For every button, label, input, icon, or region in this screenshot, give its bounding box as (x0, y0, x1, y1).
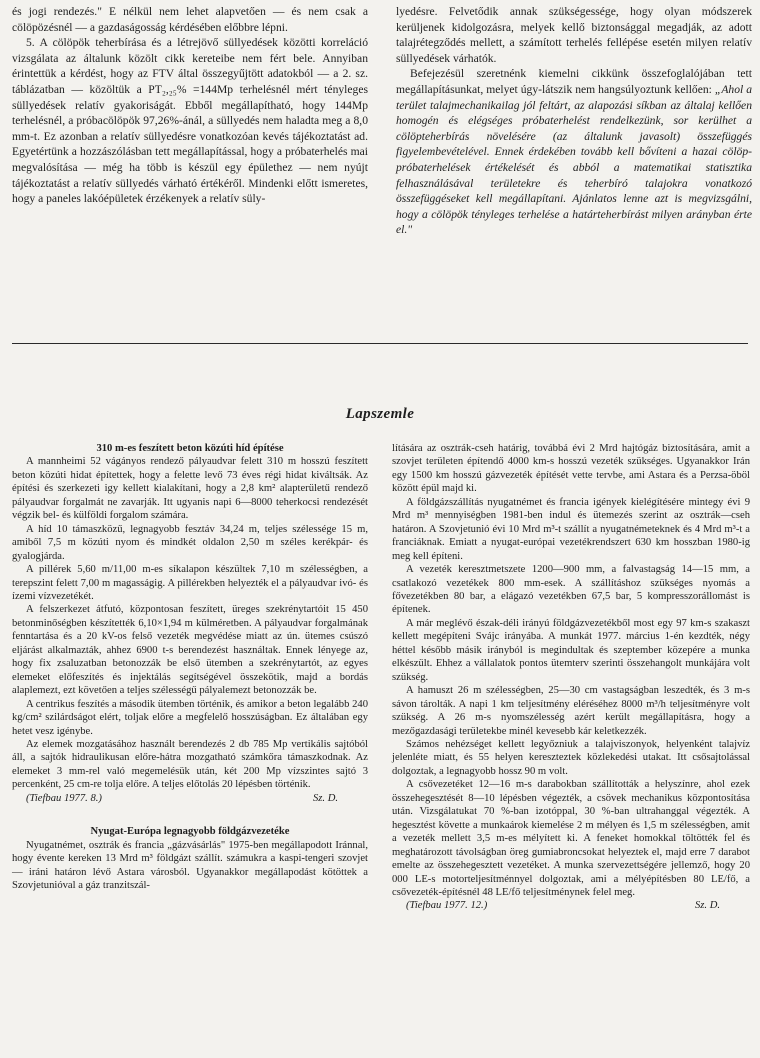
paragraph-point-5: 5. A cölöpök teherbírása és a létrejövő süllyedések közötti korreláció vizsgálata az általunk közölt cikk kereteibe nem fért bele. Annyiban érintettük a kérdést, hogy az FTV által összegyűjtött adatokból — a 2. sz. táblázatban — közöltük a PT₂,₂₅% =144Mp terhelésnél mért tényleges süllyedések relatív gyakoriságát. Ebből megállapítható, hogy 144Mp terhelésnél, a próbacölöpök 97,26%-ánál, a süllyedés nem haladta meg a 8,0 mm-t. Ez azonban a relatív süllyedésre vonatkozóan kevés tájékoztatást ad. Egyetértünk a hozzászólásban tett megállapítással, hogy a próbaterhelés mai megvalósítása — még ha több is készül egy épülethez — nem nyújt tájékoztatást a relatív süllyedés várható értékéről. Mindenki előtt ismeretes, hogy a paneles lakóépületek érzékenyek a relatív süly- (12, 36, 368, 206)
article-paragraph: Számos nehézséget kellett legyőzniuk a talajviszonyok, helyenként talajvíz jelenléte miatt, és 55 helyen kereszteztek közlekedési utakat. Itt csősajtolással dolgoztak, a legnagyobb hossz 90 m volt. (392, 738, 750, 777)
top-left-column (12, 4, 368, 207)
article-paragraph: lítására az osztrák-cseh határig, továbbá évi 2 Mrd hajtógáz biztosítására, amit a szovjet területen építendő 4000 km-s hosszú vezeték szükséges. Ugyanakkor Irán egy 1500 km hosszú gázvezeték építését vette tervbe, ami Astara és a Perzsa-öböl között épül majd ki. (392, 443, 750, 495)
source-citation: (Tiefbau 1977. 12.) (406, 900, 488, 912)
closing-lead: Befejezésül szeretnénk kiemelni cikkünk összefoglalójában tett megállapításunkat, melyet úgy-látszik nem hangsúlyoztunk kellően: (396, 67, 752, 96)
top-divider (12, 343, 748, 344)
article-source-line (12, 792, 368, 805)
closing-quote: „Ahol a terület talajmechanikailag jól feltárt, az alapozási síkban az általaj kellően homogén és elégséges próbaterhelést rendelkezünk, sor kerülhet a cölöpteherbírás növelésére (az általunk javasolt) összefüggés figyelembevételével. Ennek érdekében tovább kell bővíteni a hazai cölöp-próbaterhelések értékelését és abból a matematikai statisztika felhasználásával területekre és teherbíró talajokra vonatkozó összefüggéseket kell megállapítani. Ajánlatos lenne azt is megvizsgálni, hogy a cölöpök tényleges terhelése a határteherbírást milyen arányban érte el." (396, 82, 753, 237)
article-paragraph: Az elemek mozgatásához használt berendezés 2 db 785 Mp vertikális sajtóból áll, a sajtók hidraulikusan előre-hátra mozgatható számkőra támaszkodnak. Az elemeket 3 mm-rel való megemelésük után, két 200 Mp vízszintes sajtó 3 percenként, 25 cm-re tolja előre. A teljes előtolás 20 lépésben történik. (12, 738, 368, 791)
article-title-bridge: 310 m-es feszített beton közúti híd építése (96, 443, 284, 454)
article-paragraph: A mannheimi 52 vágányos rendező pályaudvar felett 310 m hosszú feszített beton közúti hidat építettek, hogy a felette levő 73 éves régi hidat kiváltsák. Az építési és szerkezeti igy kellett kialakítani, hogy a 2,8 km² alapterületű rendező pályaudvar forgalmát ne zavarják. Itt ugyanis napi 6—8000 teherkocsi rendezését végzik bel- és külföldi forgalom számára. (12, 456, 368, 522)
article-paragraph: A híd 10 támaszközű, legnagyobb fesztáv 34,24 m, teljes szélessége 15 m, amiből 7,5 m közúti nyom és mindkét oldalon 2,50 m széles kerékpár- és gyalogjárda. (12, 523, 368, 562)
review-right-column (392, 442, 750, 913)
article-title-gas: Nyugat-Európa legnagyobb földgázvezetéke (90, 826, 290, 838)
article-spacer (12, 805, 368, 825)
review-left-column (12, 442, 368, 893)
article-paragraph: A centrikus feszítés a második ütemben történik, és amikor a beton legalább 240 kg/cm² szilárdságot elért, toljak előre a megfelelő hosszúságban. Ez általában egy hetet vesz igénybe. (12, 698, 368, 737)
article-paragraph: A csővezetéket 12—16 m-s darabokban szállították a helyszínre, ahol ezek összehegesztését 8—10 lépésben végezték, a csövek mechanikus központosítása után. Vizsgálatukat 70 %-ban izotóppal, 30 %-ban ultrahanggal végezték. A hegesztést követte a munkaárok kiemelése 2 m mélyen és 1,5 m szélességben, amit a vezeték mellett 3,5 m-es mélyített ki. A feneket homokkal töltötték fel és meghatározott távolságban öreg gumiabroncsokat helyeztek el, majd erre 7 darabot emelte az összehegesztett vezetéket. A munka szervezettségére jellemző, hogy 20 000 LE-s motorteljesítménnyel dolgoztak, ami a mélyépítésben 80 LE/fő, a csővezeték-építésnél 48 LE/fő teljesítménynek felel meg. (392, 779, 750, 898)
source-citation: (Tiefbau 1977. 8.) (26, 792, 102, 804)
article-source-line (392, 899, 750, 912)
section-title: Lapszemle (345, 406, 415, 422)
author-initials: Sz. D. (694, 900, 720, 912)
article-paragraph: A földgázszállítás nyugatnémet és francia igények kielégítésére mintegy évi 9 Mrd m³ mennyiségben 1981-ben indul és ütemezés szerint az osztrák—cseh határon. A Szovjetunió évi 10 Mrd m³-t szállít a nyugatnémeteknek és 4 Mrd m³-t a franciáknak. Emiatt a nyugat-európai vezetékrendszert 630 km hosszban 1980-ig meg kell építeni. (392, 496, 750, 562)
paragraph-closing (396, 66, 752, 238)
article-paragraph: Nyugatnémet, osztrák és francia „gázvásárlás" 1975-ben megállapodott Iránnal, hogy évente kereken 13 Mrd m³ földgázt szállít. számukra a kaspi-tengeri szovjet — iráni határon lévő Astara városból. Ugyanakkor megállapodást kötöttek a Szovjetunióval a gáz tranzitszál- (12, 839, 368, 892)
paragraph-continuation: lyedésre. Felvetődik annak szükségessége, hogy olyan módszerek kerüljenek kidolgozásra, melyek kellő biztonsággal megadják, az adott talajrétegződés mellett, a számított terhelés fellépése esetén milyen relatív süllyedések várhatók. (396, 5, 752, 65)
article-paragraph: A hamuszt 26 m szélességben, 25—30 cm vastagságban leszedték, és 3 m-s sávon tárolták. A napi 1 km teljesítmény eléréséhez 8000 m³/h teljesítményre volt szükség. A 26 m-s nyomszélesség azért került megállapításra, hogy a mezőgazdasági területekbe minél kevesebb kár keletkezzék. (392, 685, 750, 737)
article-paragraph: A felszerkezet átfutó, központosan feszített, üreges szekrénytartóit 15 450 betonminőségben készítették 6,10×1,94 m külméretben. A pályaudvar forgalmának fenntartása és a 20 kV-os felső vezeték megvédése miatt az ún. ütemes csúszó eljárást alkalmazták, ahhez 6900 t-s berendezést használtak. Ennek lényege az, hogy fix zsaluzatban betonozzák be első ütemben a szekrénytartót, az egyes elemeket előfeszítés és injektálás segítségével összekötik, majd a bordás alaplemezt, ezt követően a teljes szélességű pályalemezt betonozzák be. (12, 604, 368, 697)
paragraph-intro-quote: és jogi rendezés." E nélkül nem lehet alapvetően — és nem csak a cölöpözésnél — a gazdaságosság kérdésében előbbre lépni. (12, 5, 368, 34)
author-initials: Sz. D. (312, 792, 338, 804)
top-right-column (396, 4, 752, 238)
article-paragraph: A vezeték keresztmetszete 1200—900 mm, a falvastagság 14—15 mm, a csatlakozó vezetékek 800 mm-esek. A szállításhoz szükséges nyomás a fővezetékben 80 bar, a elágazó vezetékben 67,5 bar, 5 kompresszorállomást is építenek. (392, 564, 750, 616)
article-paragraph: A pillérek 5,60 m/11,00 m-es síkalapon készültek 7,10 m szélességben, a terepszint felett 7,00 m magasságig. A pillérekben helyezték el a pályaudvar ivó- és ízemi vízvezetékét. (12, 564, 368, 602)
article-paragraph: A már meglévő észak-déli irányú földgázvezetékből most egy 97 km-s szakaszt kellett megépíteni Svájc irányába. A munkát 1977. március 1-én kezdték, négy héttel később másik irányból is megindultak és szeptember közepére a munka elkészült. Ehhez a vállalatok pontos ütemterv szerinti összehangolt munkájára volt szükség. (392, 617, 750, 683)
